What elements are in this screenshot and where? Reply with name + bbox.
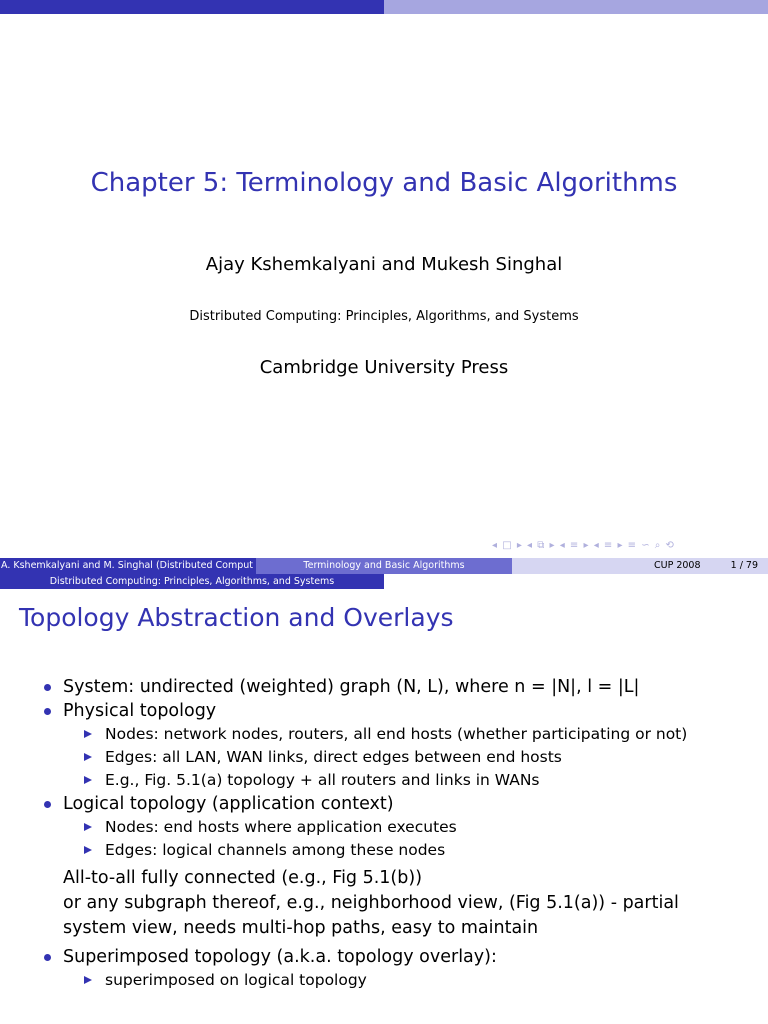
paragraph: All-to-all fully connected (e.g., Fig 5.1(b)) <box>63 868 423 888</box>
sub-list-item-text: Edges: logical channels among these nodes <box>105 841 446 859</box>
footer-topic: Terminology and Basic Algorithms <box>256 558 512 574</box>
publisher: Cambridge University Press <box>259 357 509 378</box>
footer-book: Distributed Computing: Principles, Algorithms, and Systems <box>0 574 384 589</box>
list-item-text: System: undirected (weighted) graph (N, L), where n = |N|, l = |L| <box>63 677 640 697</box>
sub-list-item <box>0 839 768 862</box>
sub-list-item-text: E.g., Fig. 5.1(a) topology + all routers and links in WANs <box>105 771 540 789</box>
footer-publisher-year: CUP 2008 <box>654 560 701 571</box>
triangle-bullet-icon <box>84 846 92 854</box>
sub-list-item <box>0 746 768 769</box>
list-item-text: Physical topology <box>63 701 217 721</box>
header-bar <box>0 0 768 14</box>
footer-page-number: 1 / 79 <box>730 560 758 571</box>
slide-title: Topology Abstraction and Overlays <box>19 603 454 632</box>
paragraph: or any subgraph thereof, e.g., neighborhood view, (Fig 5.1(a)) - partial system view, needs multi-hop paths, easy to maintain <box>63 893 679 938</box>
footer-authors: A. Kshemkalyani and M. Singhal (Distributed Comput <box>0 558 257 574</box>
footer-info <box>512 558 768 574</box>
triangle-bullet-icon <box>84 976 92 984</box>
triangle-bullet-icon <box>84 776 92 784</box>
triangle-bullet-icon <box>84 730 92 738</box>
bullet-icon <box>44 708 51 715</box>
list-item-text: Logical topology (application context) <box>63 794 394 814</box>
triangle-bullet-icon <box>84 753 92 761</box>
sub-list-item <box>0 969 768 992</box>
sub-list-item-text: Nodes: network nodes, routers, all end hosts (whether participating or not) <box>105 725 688 743</box>
sub-list-item <box>0 769 768 792</box>
list-item <box>0 699 768 723</box>
authors: Ajay Kshemkalyani and Mukesh Singhal <box>205 254 563 275</box>
bullet-list <box>0 675 768 992</box>
header-bar-right <box>384 0 768 14</box>
sub-list-item-text: superimposed on logical topology <box>105 971 367 989</box>
beamer-nav-icons[interactable]: ◂ □ ▸ ◂ ⧉ ▸ ◂ ≡ ▸ ◂ ≡ ▸ ≡ ∽ ⌕ ⟲ <box>492 540 675 551</box>
bullet-icon <box>44 684 51 691</box>
list-item <box>0 675 768 699</box>
sub-list-item-text: Nodes: end hosts where application executes <box>105 818 457 836</box>
sub-list-item-text: Edges: all LAN, WAN links, direct edges between end hosts <box>105 748 562 766</box>
header-bar-left <box>0 0 384 14</box>
triangle-bullet-icon <box>84 823 92 831</box>
bullet-icon <box>44 801 51 808</box>
slide-footer <box>0 558 768 591</box>
list-item <box>0 792 768 816</box>
sub-list-item <box>0 723 768 746</box>
chapter-title: Chapter 5: Terminology and Basic Algorithms <box>90 168 678 198</box>
bullet-icon <box>44 954 51 961</box>
list-item-text: Superimposed topology (a.k.a. topology overlay): <box>63 947 497 967</box>
sub-list-item <box>0 816 768 839</box>
book-title: Distributed Computing: Principles, Algorithms, and Systems <box>189 309 579 324</box>
list-item <box>0 945 768 969</box>
